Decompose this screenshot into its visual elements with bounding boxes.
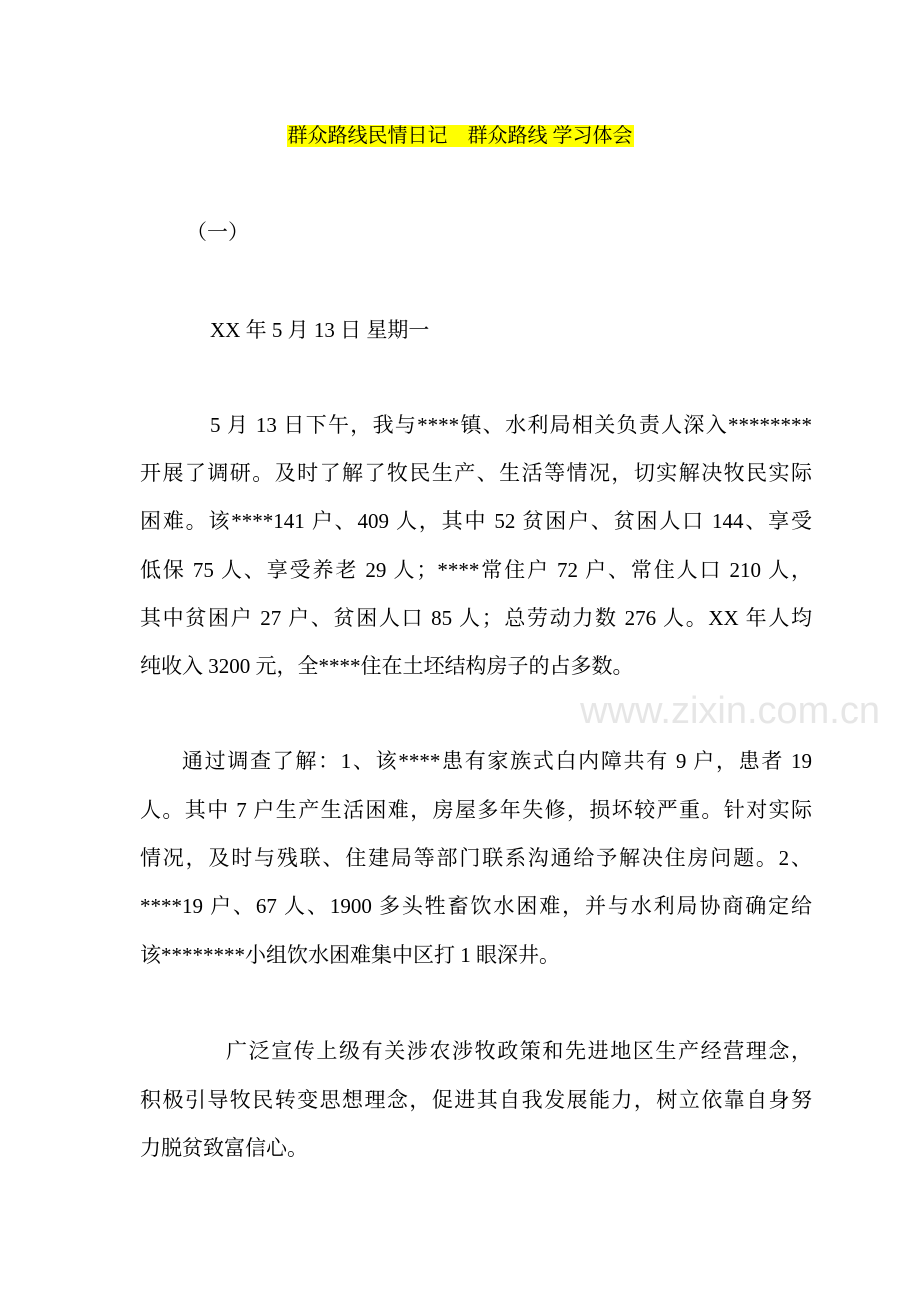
watermark: www.zixin.com.cn	[580, 690, 880, 732]
section-number: （一）	[186, 220, 249, 244]
paragraph-2-line: 情况，及时与残联、住建局等部门联系沟通给予解决住房问题。2、	[140, 846, 812, 870]
paragraph-1-line: 低保 75 人、享受养老 29 人；****常住户 72 户、常住人口 210 人，	[140, 558, 812, 582]
paragraph-3-line: 积极引导牧民转变思想理念，促进其自我发展能力，树立依靠自身努	[140, 1088, 812, 1112]
paragraph-1-line: 纯收入 3200 元，全****住在土坯结构房子的占多数。	[140, 654, 634, 678]
title-text: 群众路线民情日记 群众路线 学习体会	[287, 125, 633, 147]
paragraph-1-line: 困难。该****141 户、409 人，其中 52 贫困户、贫困人口 144、享受	[140, 509, 812, 533]
paragraph-2-line: 该********小组饮水困难集中区打 1 眼深井。	[140, 943, 560, 967]
paragraph-2-line: 通过调查了解：1、该****患有家族式白内障共有 9 户，患者 19	[182, 749, 812, 773]
paragraph-1-line: 其中贫困户 27 户、贫困人口 85 人；总劳动力数 276 人。XX 年人均	[140, 606, 812, 630]
paragraph-1-line: 开展了调研。及时了解了牧民生产、生活等情况，切实解决牧民实际	[140, 461, 812, 485]
paragraph-3-line: 力脱贫致富信心。	[140, 1136, 308, 1160]
date-line: XX 年 5 月 13 日 星期一	[210, 318, 430, 342]
paragraph-1-line: 5 月 13 日下午，我与****镇、水利局相关负责人深入********	[210, 413, 812, 437]
paragraph-2-line: ****19 户、67 人、1900 多头牲畜饮水困难，并与水利局协商确定给	[140, 894, 812, 918]
paragraph-2-line: 人。其中 7 户生产生活困难，房屋多年失修，损坏较严重。针对实际	[140, 798, 812, 822]
paragraph-3-line: 广泛宣传上级有关涉农涉牧政策和先进地区生产经营理念，	[226, 1039, 812, 1063]
document-title	[0, 122, 920, 150]
